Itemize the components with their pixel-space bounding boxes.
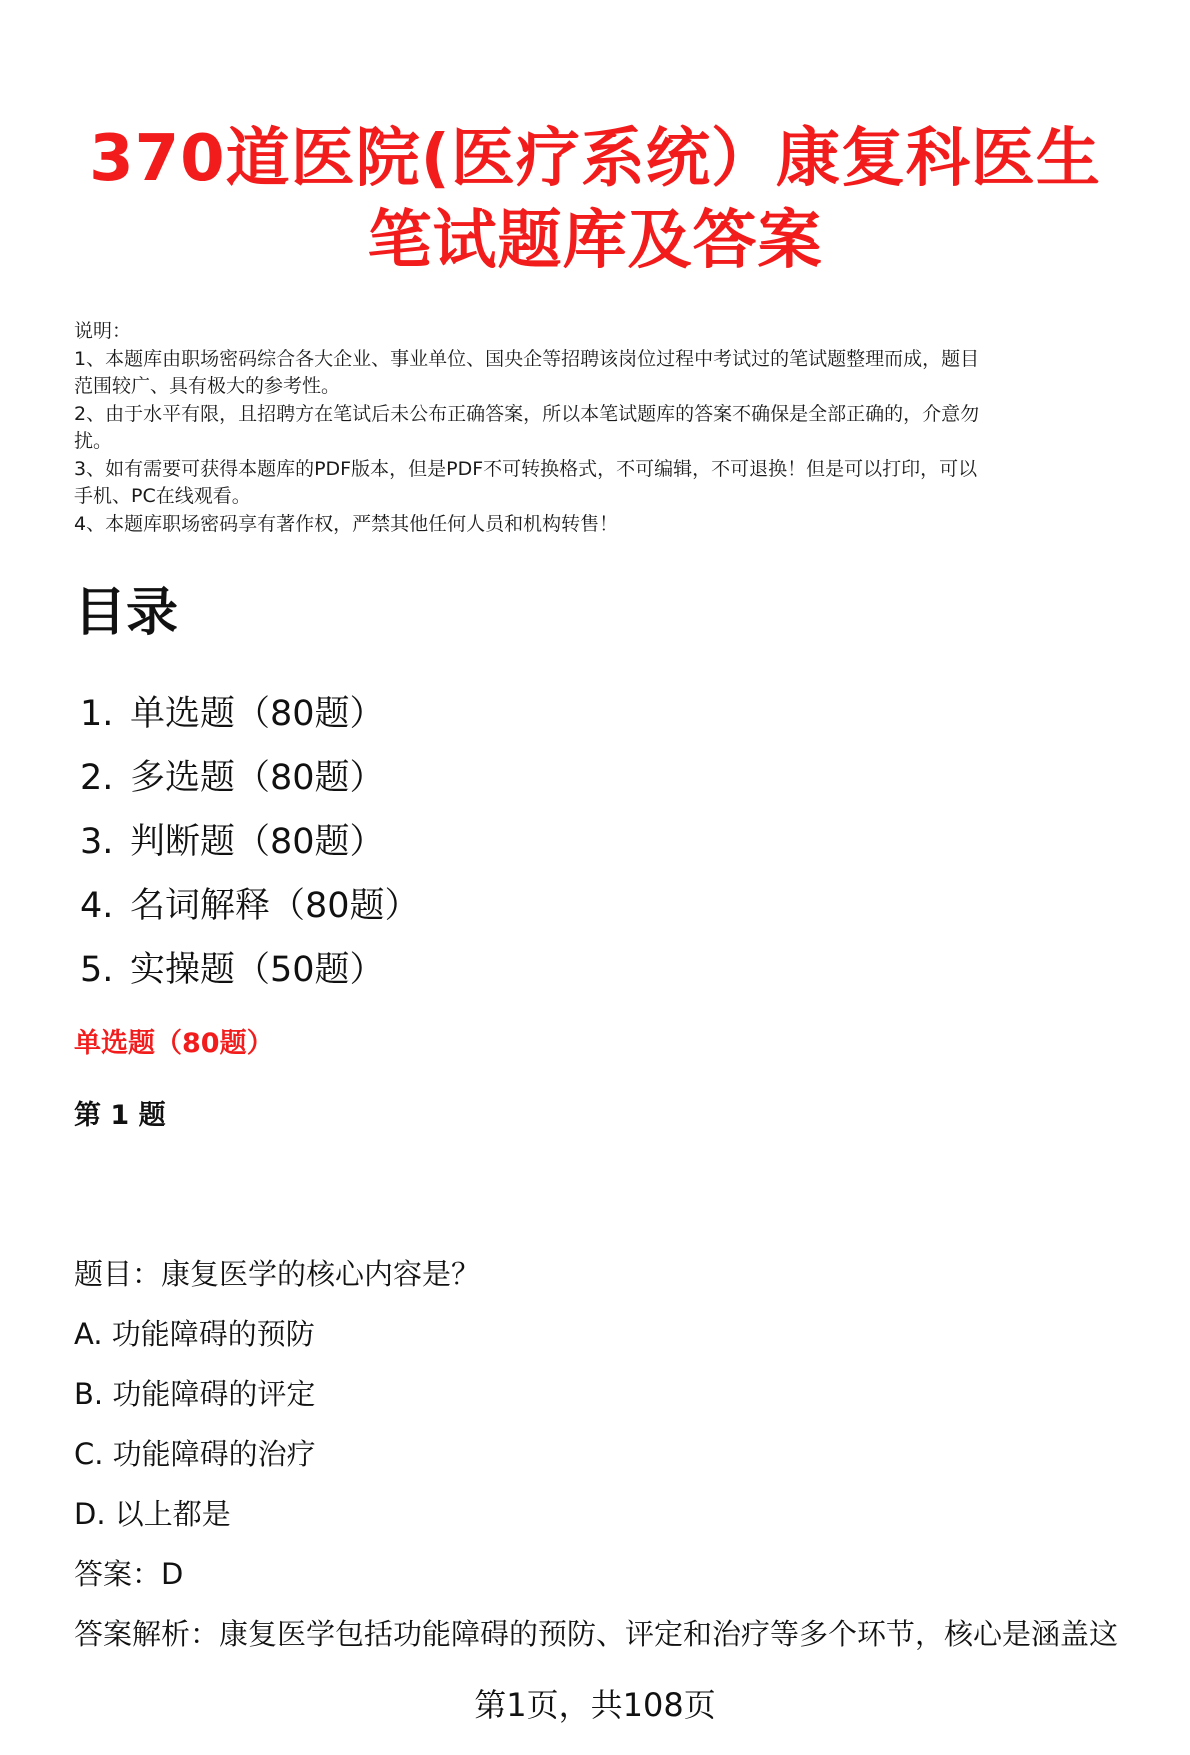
toc-item-true-false[interactable] [80,810,420,874]
toc-item-label: 判断题（80题） [130,822,385,862]
option-a: A. 功能障碍的预防 [74,1317,315,1351]
toc-item-number: 4. [80,886,114,926]
title-line-1: 370道医院(医疗系统）康复科医生 [89,122,1101,196]
toc-item-label: 多选题（80题） [130,758,385,798]
answer-explanation: 答案解析：康复医学包括功能障碍的预防、评定和治疗等多个环节，核心是涵盖这 [74,1617,1119,1651]
intro-line: 范围较广、具有极大的参考性。 [74,375,341,397]
document-title [60,118,1130,282]
toc-item-number: 1. [80,694,114,734]
option-c: C. 功能障碍的治疗 [74,1437,316,1471]
intro-line: 2、由于水平有限，且招聘方在笔试后未公布正确答案，所以本笔试题库的答案不确保是全部正确的，介意勿 [74,402,980,425]
toc-list [80,682,420,1002]
question-block [74,1244,1164,1664]
toc-item-practical[interactable] [80,938,420,1002]
section-title: 单选题（80题） [74,1028,274,1059]
toc-item-number: 3. [80,822,114,862]
intro-notes [74,318,1154,538]
page-footer: 第1页，共108页 [474,1686,716,1724]
answer: 答案：D [74,1557,184,1591]
option-b: B. 功能障碍的评定 [74,1377,316,1411]
intro-line: 手机、PC在线观看。 [74,485,251,507]
intro-line: 1、本题库由职场密码综合各大企业、事业单位、国央企等招聘该岗位过程中考试过的笔试题整理而成，题目 [74,347,980,370]
toc-item-label: 名词解释（80题） [130,886,420,926]
toc-heading: 目录 [74,583,179,643]
toc-item-number: 2. [80,758,114,798]
intro-line: 扰。 [74,430,113,452]
toc-item-term-definitions[interactable] [80,874,420,938]
intro-line: 4、本题库职场密码享有著作权，严禁其他任何人员和机构转售！ [74,512,619,535]
toc-item-label: 单选题（80题） [130,694,385,734]
question-stem: 题目：康复医学的核心内容是？ [74,1257,481,1291]
toc-item-multiple-choice[interactable] [80,746,420,810]
toc-item-label: 实操题（50题） [130,950,385,990]
toc-item-single-choice[interactable] [80,682,420,746]
question-number: 第 1 题 [74,1100,166,1131]
intro-line: 3、如有需要可获得本题库的PDF版本，但是PDF不可转换格式，不可编辑，不可退换！但是可以打印，可以 [74,457,978,480]
title-line-2: 笔试题库及答案 [367,204,823,278]
intro-label: 说明： [74,320,132,342]
toc-item-number: 5. [80,950,114,990]
option-d: D. 以上都是 [74,1497,231,1531]
